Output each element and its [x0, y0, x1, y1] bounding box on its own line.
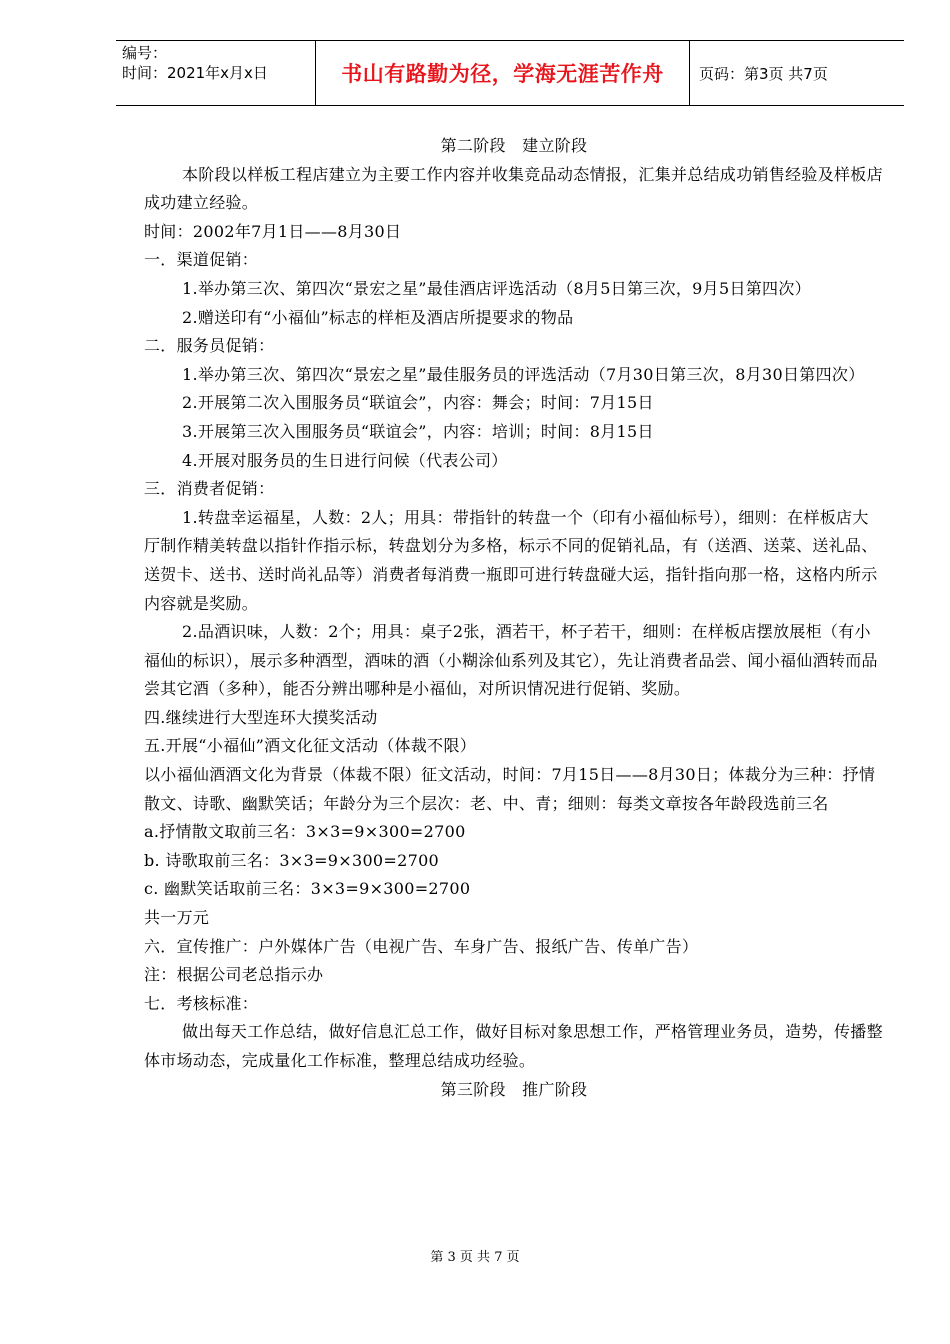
- section-2-item-2: 2.开展第二次入围服务员“联谊会”，内容：舞会；时间：7月15日: [182, 393, 654, 413]
- stage3-title: 第三阶段 推广阶段: [440, 1079, 588, 1099]
- section-5-item-b: b. 诗歌取前三名：3×3=9×300=2700: [144, 850, 440, 870]
- section-3-item-2: 2.品酒识味，人数：2个；用具：桌子2张，酒若干，杯子若干，细则：在样板店摆放展柜（有小福仙的标识），展示多种酒型，酒味的酒（小糊涂仙系列及其它），先让消费者品尝、闻小福仙酒转而品尝其它酒（多种），能否分辨出哪种是小福仙，对所识情况进行促销、奖励。: [144, 622, 878, 699]
- page-header: [116, 40, 904, 106]
- section-6-note: 注：根据公司老总指示办: [144, 965, 324, 985]
- section-5-description: 以小福仙酒酒文化为背景（体裁不限）征文活动，时间：7月15日——8月30日；体裁分为三种：抒情散文、诗歌、幽默笑话；年龄分为三个层次：老、中、青；细则：每类文章按各年龄段选前三名: [144, 765, 876, 813]
- section-2-heading: 二．服务员促销：: [144, 336, 275, 356]
- section-6-heading: 六．宣传推广：户外媒体广告（电视广告、车身广告、报纸广告、传单广告）: [144, 936, 699, 956]
- section-1-item-2: 2.赠送印有“小福仙”标志的样柜及酒店所提要求的物品: [182, 307, 574, 327]
- page-footer: 第 3 页 共 7 页: [430, 1250, 520, 1265]
- document-time-label: 时间：2021年x月x日: [122, 64, 268, 82]
- intro-paragraph: 本阶段以样板工程店建立为主要工作内容并收集竞品动态情报，汇集并总结成功销售经验及样板店成功建立经验。: [144, 164, 883, 213]
- section-3-heading: 三．消费者促销：: [144, 479, 275, 499]
- section-7-description: 做出每天工作总结，做好信息汇总工作，做好目标对象思想工作，严格管理业务员，造势，传播整体市场动态，完成量化工作标准，整理总结成功经验。: [144, 1022, 883, 1070]
- document-body: [144, 132, 884, 1104]
- section-5-item-c: c. 幽默笑话取前三名：3×3=9×300=2700: [144, 879, 471, 899]
- section-2-item-3: 3.开展第三次入围服务员“联谊会”，内容：培训；时间：8月15日: [182, 421, 654, 441]
- header-page-label: 页码：第3页 共7页: [699, 64, 828, 83]
- section-1-item-1: 1.举办第三次、第四次“景宏之星”最佳酒店评选活动（8月5日第三次，9月5日第四次）: [182, 278, 811, 298]
- section-1-heading: 一．渠道促销：: [144, 250, 259, 270]
- stage2-title: 第二阶段 建立阶段: [440, 136, 588, 155]
- section-4-heading: 四.继续进行大型连环大摸奖活动: [144, 707, 378, 727]
- header-meta: [116, 41, 316, 105]
- section-5-item-a: a.抒情散文取前三名：3×3=9×300=2700: [144, 822, 466, 842]
- section-2-item-1: 1.举办第三次、第四次“景宏之星”最佳服务员的评选活动（7月30日第三次，8月30日第四次）: [182, 364, 865, 384]
- document-number-label: 编号：: [122, 44, 168, 62]
- section-5-total: 共一万元: [144, 908, 210, 928]
- section-3-item-1: 1.转盘幸运福星，人数：2人；用具：带指针的转盘一个（印有小福仙标号），细则：在样板店大厅制作精美转盘以指针作指示标，转盘划分为多格，标示不同的促销礼品，有（送酒、送菜、送礼品、送贺卡、送书、送时尚礼品等）消费者每消费一瓶即可进行转盘碰大运，指针指向那一格，这格内所示内容就是奖励。: [144, 507, 878, 613]
- header-slogan: 书山有路勤为径，学海无涯苦作舟: [316, 41, 690, 105]
- section-5-heading: 五.开展“小福仙”酒文化征文活动（体裁不限）: [144, 736, 477, 756]
- time-line: 时间：2002年7月1日——8月30日: [144, 221, 402, 241]
- section-2-item-4: 4.开展对服务员的生日进行问候（代表公司）: [182, 450, 508, 470]
- section-7-heading: 七．考核标准：: [144, 993, 259, 1013]
